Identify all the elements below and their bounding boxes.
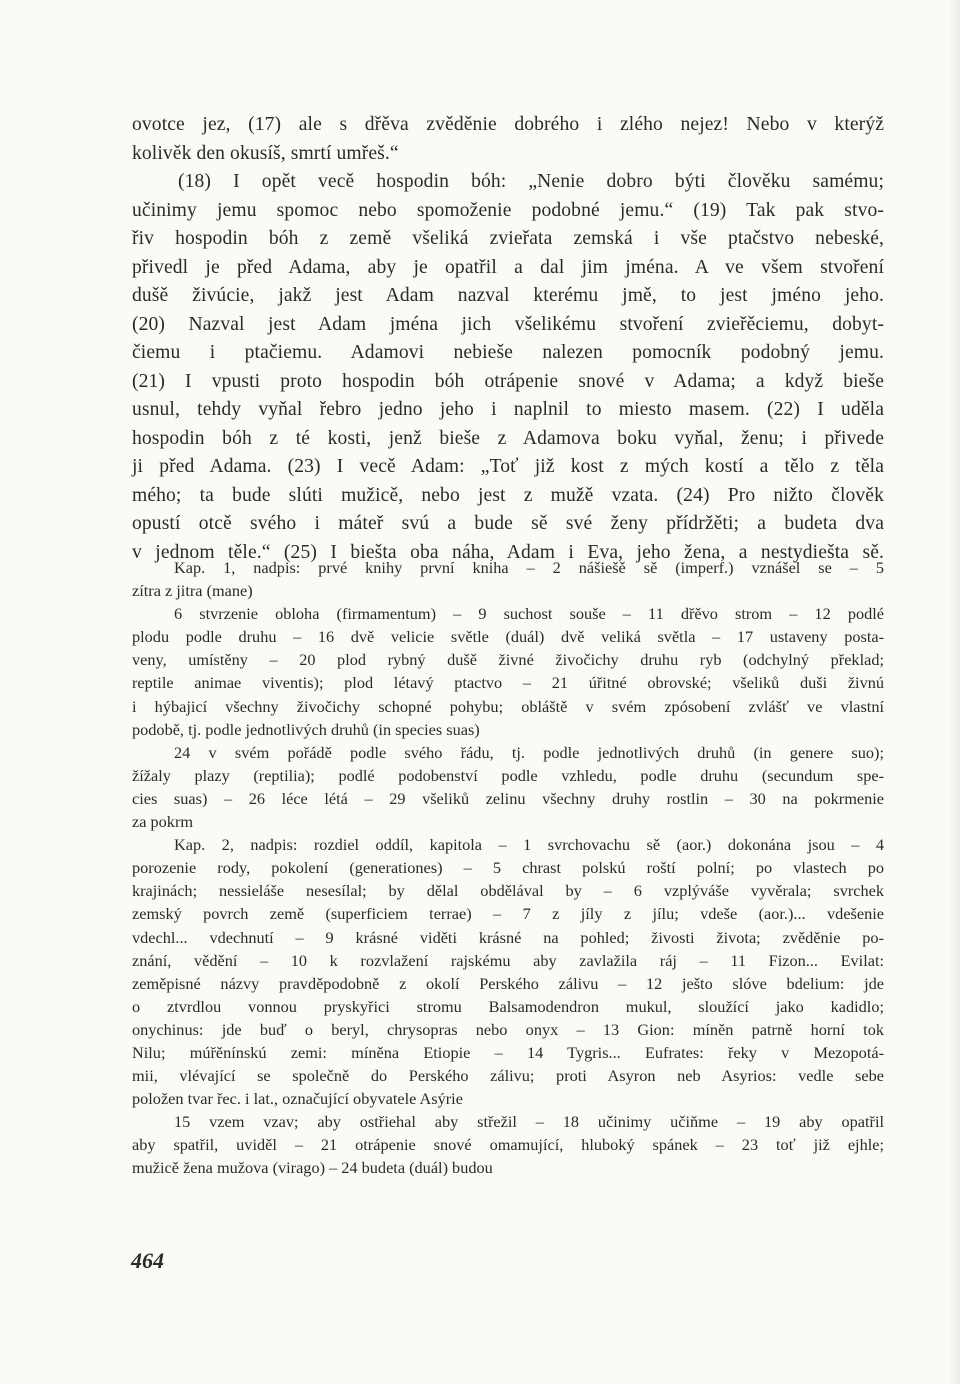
note-line: o ztvrdlou vonnou pryskyřici stromu Balsamodendron mukul, sloužící jako kadidlo; [132, 996, 884, 1016]
text-line: čiemu i ptačiemu. Adamovi nebieše nalezen pomocník podobný jemu. [132, 342, 884, 363]
text-line: usnul, tehdy vyňal řebro jedno jeho i naplnil to miesto masem. (22) I uděla [132, 399, 884, 420]
note-line: porozenie rody, pokolení (generationes) – 5 chrast polskú roští polní; po vlastech po [132, 858, 884, 878]
text-line: řiv hospodin bóh z země všeliká zvieřata zemská i vše ptačstvo nebeské, [132, 228, 884, 249]
text-line: opustí otcě svého i máteř svú a bude sě své ženy přídržěti; a budeta dva [132, 513, 884, 534]
note-line: krajinách; nessieláše nesesílal; by dělal obdělával by – 6 vzplýváše vyvěrala; svrchek [132, 881, 884, 901]
text-line: mého; ta bude slúti mužicě, nebo jest z mužě vzata. (24) Pro nižto člověk [132, 484, 884, 506]
note-line: Nilu; múřěnínskú zemi: míněna Etiopie – 14 Tygris... Eufrates: řeky v Mezopotá- [132, 1042, 884, 1062]
note-line: žížaly plazy (reptilia); podlé podobenství podle vzhledu, podle druhu (secundum spe- [132, 765, 884, 785]
note-line: aby spatřil, uviděl – 21 otrápenie snové omamující, hluboký spánek – 23 toť již ejhle; [132, 1135, 884, 1155]
main-text-block [132, 111, 884, 567]
note-line: reptile animae viventis); plod létavý ptactvo – 21 úřitné obrovské; všeliků duši živnú [132, 673, 884, 693]
note-line: zeměpisné názvy pravděpodobně z okolí Perského zálivu – 12 ješto slóve bdelium: jde [132, 973, 884, 993]
page-number: 464 [131, 1248, 164, 1273]
note-line: onychinus: jde buď o beryl, chrysopras nebo onyx – 13 Gion: míněn patrně horní tok [132, 1019, 884, 1039]
text-line: (20) Nazval jest Adam jména jich všelikému stvoření zvieřěciemu, dobyt- [132, 313, 884, 335]
note-line: 15 vzem vzav; aby ostřiehal aby střežil – 18 učinimy učiňme – 19 aby opatřil [174, 1112, 884, 1132]
text-line: ovotce jez, (17) ale s dřěva zvěděnie dobrého i zlého nejez! Nebo v kterýž [132, 114, 884, 135]
text-line: ji před Adama. (23) I vecě Adam: „Toť již kost z mých kostí a tělo z těla [132, 456, 884, 477]
text-line: dušě živúcie, jakž jest Adam nazval kterému jmě, to jest jméno jeho. [132, 285, 884, 306]
text-line: (21) I vpusti proto hospodin bóh otrápenie snové v Adama; a když bieše [132, 370, 884, 392]
note-line: i hýbajicí všechny živočichy schopné pohybu; obláště v svém zpósobení zvlášť ve vlastní [132, 696, 884, 716]
note-line: znání, vědění – 10 k rozvlažení rajskému aby zavlažila ráj – 11 Fizon... Evilat: [132, 950, 884, 970]
text-line: kolivěk den okusíš, smrtí umřeš.“ [132, 142, 399, 164]
text-line: hospodin bóh z té kosti, jenž bieše z Adamova boku vyňal, ženu; i přivede [132, 427, 884, 449]
text-line: přivedl je před Adama, aby je opatřil a dal jim jména. A ve všem stvoření [132, 256, 884, 278]
note-line: vdechl... vdechnutí – 9 krásné viděti krásné na pohled; živosti života; zvěděnie po- [132, 927, 884, 947]
commentary-notes [132, 556, 884, 1180]
note-line: 6 stvrzenie obloha (firmamentum) – 9 suchost souše – 11 dřěvo strom – 12 podlé [174, 604, 884, 624]
note-line: mii, vlévající se společně do Perského zálivu; proti Asyron neb Asyrios: vedle sebe [132, 1066, 884, 1086]
page-edge-shadow [948, 0, 960, 1384]
text-line: v jednom těle.“ (25) I biešta oba náha, Adam i Eva, jeho žena, a nestydiešta sě. [132, 541, 884, 563]
note-line: veny, umístěny – 20 plod rybný dušě živné živočichy druhu ryb (odchylný překlad; [132, 650, 884, 670]
note-line: podobě, tj. podle jednotlivých druhů (in species suas) [132, 719, 480, 739]
note-line: 24 v svém pořádě podle svého řádu, tj. podle jednotlivých druhů (in genere suo); [174, 742, 884, 762]
note-line: Kap. 1, nadpis: prvé knihy první kniha – 2 nášiešě sě (imperf.) vznášel se – 5 [174, 558, 884, 577]
note-line: cies suas) – 26 léce létá – 29 všeliků zelinu všechny druhy rostlin – 30 na pokrmenie [132, 788, 884, 808]
note-line: zítra z jitra (mane) [132, 581, 253, 601]
note-line: položen tvar řec. i lat., označující obyvatele Asýrie [132, 1089, 463, 1109]
note-line: Kap. 2, nadpis: rozdiel oddíl, kapitola – 1 svrchovachu sě (aor.) dokonána jsou – 4 [174, 835, 884, 855]
note-line: mužicě žena mužova (virago) – 24 budeta (duál) budou [132, 1158, 493, 1178]
note-line: plodu podle druhu – 16 dvě velicie světle (duál) dvě veliká světla – 17 ustaveny posta- [132, 627, 884, 647]
text-line: (18) I opět vecě hospodin bóh: „Nenie dobro býti člověku samému; [178, 171, 884, 192]
note-line: za pokrm [132, 812, 194, 832]
text-line: učinimy jemu spomoc nebo spomoženie podobné jemu.“ (19) Tak pak stvo- [132, 199, 884, 221]
note-line: zemský povrch země (superficiem terrae) – 7 z jíly z jílu; vdeše (aor.)... vdešenie [132, 904, 884, 924]
